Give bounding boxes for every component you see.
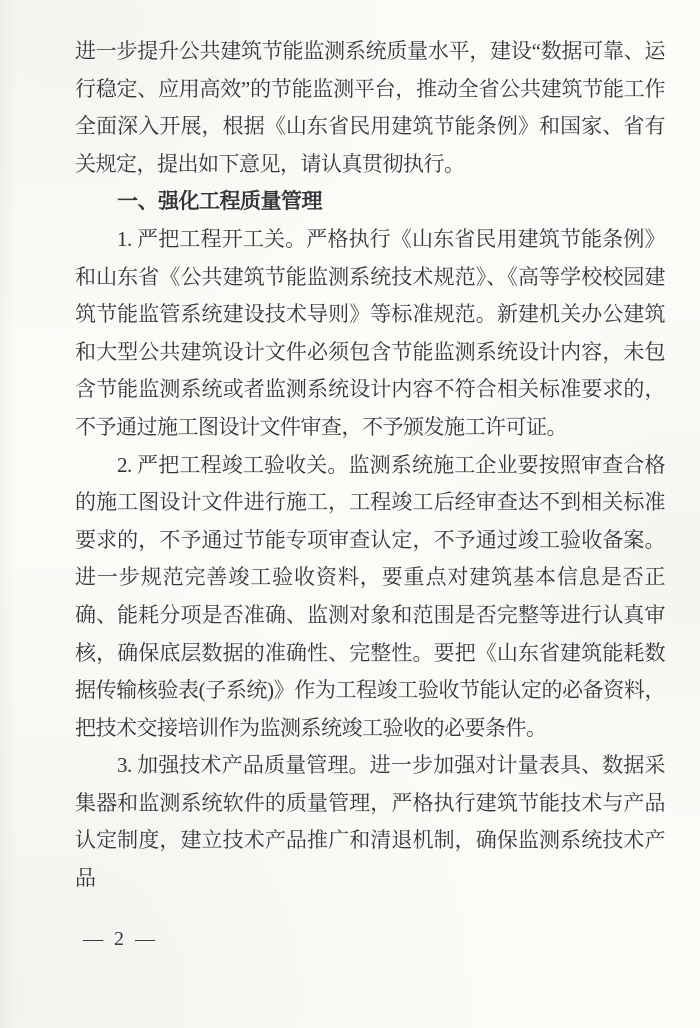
numbered-item-1: 1. 严把工程开工关。严格执行《山东省民用建筑节能条例》和山东省《公共建筑节能监测系统技术规范》、《高等学校校园建筑节能监管系统建设技术导则》等标准规范。新建机关办公建筑和大型公共建筑设计文件必须包含节能监测系统设计内容，未包含节能监测系统或者监测系统设计内容不符合相关标准要求的，不予通过施工图设计文件审查，不予颁发施工许可证。 — [75, 226, 665, 439]
page-number: — 2 — — [83, 927, 158, 950]
continuation-paragraph: 进一步提升公共建筑节能监测系统质量水平，建设“数据可靠、运行稳定、应用高效”的节能监测平台，推动全省公共建筑节能工作全面深入开展，根据《山东省民用建筑节能条例》和国家、省有关规定，提出如下意见，请认真贯彻执行。 — [75, 39, 665, 176]
document-body — [75, 33, 665, 898]
numbered-item-3: 3. 加强技术产品质量管理。进一步加强对计量表具、数据采集器和监测系统软件的质量管理，严格执行建筑节能技术与产品认定制度，建立技术产品推广和清退机制，确保监测系统技术产品 — [75, 753, 665, 891]
numbered-item-2: 2. 严把工程竣工验收关。监测系统施工企业要按照审查合格的施工图设计文件进行施工，工程竣工后经审查达不到相关标准要求的，不予通过节能专项审查认定，不予通过竣工验收备案。进一步规范完善竣工验收资料，要重点对建筑基本信息是否正确、能耗分项是否准确、监测对象和范围是否完整等进行认真审核，确保底层数据的准确性、完整性。要把《山东省建筑能耗数据传输核验表(子系统)》作为工程竣工验收节能认定的必备资料，把技术交接培训作为监测系统竣工验收的必要条件。 — [75, 452, 665, 740]
section-heading: 一、强化工程质量管理 — [117, 189, 322, 214]
